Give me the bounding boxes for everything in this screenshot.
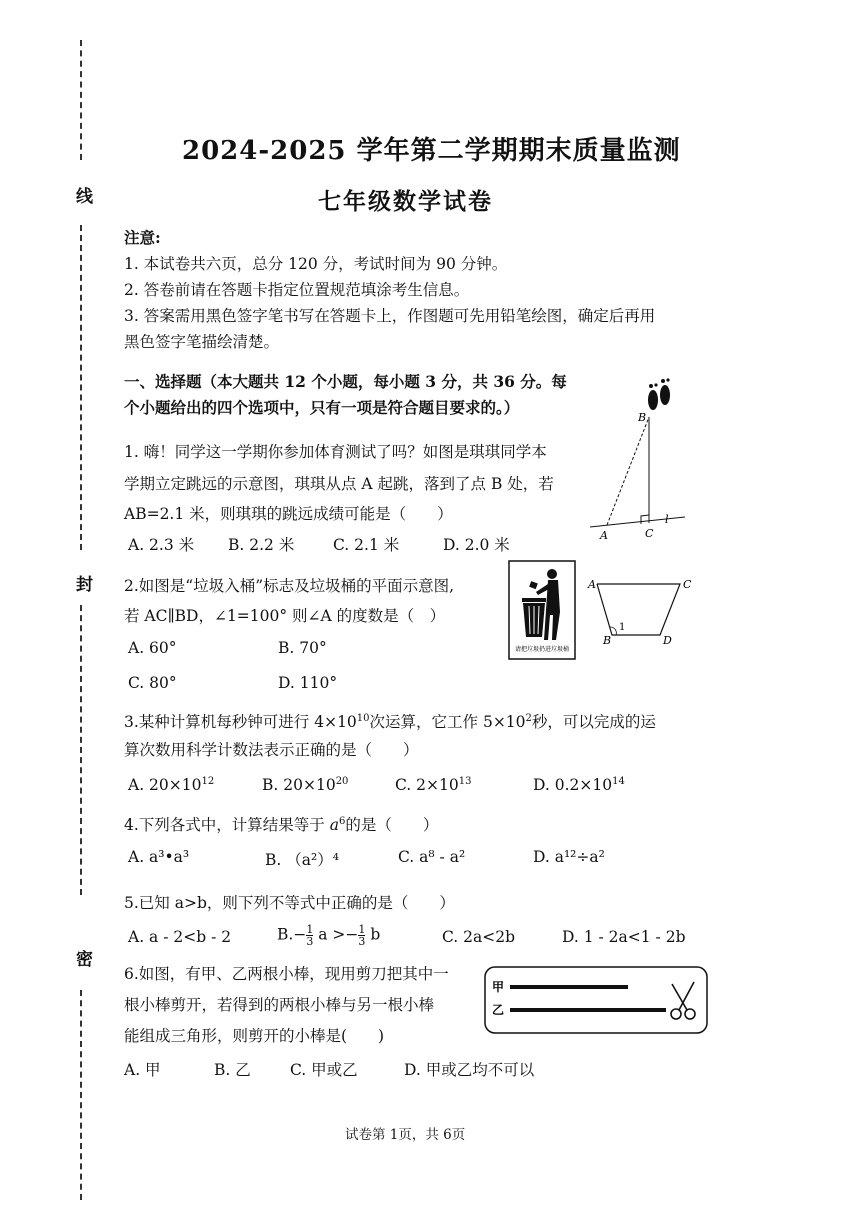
notice-item: 2. 答卷前请在答题卡指定位置规范填涂考生信息。 [124, 281, 470, 299]
notice-item: 黑色签字笔描绘清楚。 [124, 333, 280, 351]
q6-option-a: A. 甲 [124, 1061, 161, 1079]
q3-stem: 算次数用科学计数法表示正确的是（ ） [124, 741, 419, 759]
stick-label-yi: 乙 [492, 1003, 505, 1017]
exam-title: 2024-2025 学年第二学期期末质量监测 [182, 136, 681, 166]
notice-item: 1. 本试卷共六页，总分 120 分，考试时间为 90 分钟。 [124, 255, 508, 273]
trash-sign-figure [508, 560, 576, 660]
q2-option-a: A. 60° [128, 639, 177, 657]
binding-line [80, 990, 82, 1200]
binding-mark-xian: 线 [76, 187, 93, 207]
q5-option-a: A. a - 2<b - 2 [128, 928, 232, 946]
q2-label-angle1: 1 [619, 622, 626, 633]
q2-label-d: D [663, 634, 672, 647]
q3-option-b: B. $20\times 10^{20}$ [262, 776, 349, 795]
fraction-one-third: $\frac{1}{3}$ [358, 923, 366, 948]
q2-label-c: C [683, 578, 692, 591]
q1-label-a: A [600, 529, 608, 542]
q4-stem: 4.下列各式中，计算结果等于 $a^6$的是（ ） [124, 815, 439, 834]
q2-stem: 2.如图是“垃圾入桶”标志及垃圾桶的平面示意图, [124, 577, 455, 595]
q4-option-b: B. （a²）⁴ [265, 851, 339, 869]
q2-option-c: C. 80° [128, 674, 177, 692]
stick-jia [510, 985, 628, 989]
binding-line [80, 225, 82, 550]
q5-stem: 5.已知 a>b，则下列不等式中正确的是（ ） [124, 894, 455, 912]
q6-option-c: C. 甲或乙 [290, 1061, 358, 1079]
notice-heading: 注意: [124, 228, 161, 247]
page-footer: 试卷第 1页，共 6页 [345, 1127, 466, 1143]
q4-option-a: A. a³•a³ [128, 848, 190, 866]
q1-stem: 学期立定跳远的示意图，琪琪从点 A 起跳，落到了点 B 处，若 [124, 475, 554, 493]
q6-stem: 能组成三角形，则剪开的小棒是( ) [124, 1027, 385, 1045]
q2-stem: 若 AC∥BD，∠1=100° 则∠A 的度数是（ ） [124, 607, 446, 625]
footprint-icon [648, 378, 670, 410]
q3-option-a: A. $20\times 10^{12}$ [128, 776, 215, 795]
q2-label-b: B [603, 634, 612, 647]
q1-option-b: B. 2.2 米 [228, 536, 295, 554]
notice-item: 3. 答案需用黑色签字笔书写在答题卡上，作图题可先用铅笔绘图，确定后再用 [124, 307, 656, 325]
q6-option-b: B. 乙 [214, 1061, 251, 1079]
q5-option-d: D. 1 - 2a<1 - 2b [562, 928, 686, 946]
fraction-one-third: $\frac{1}{3}$ [306, 923, 314, 948]
q2-label-a: A [588, 578, 596, 591]
trash-bin-diagram [585, 572, 700, 647]
section-heading-cont: 个小题给出的四个选项中，只有一项是符合题目要求的。） [124, 398, 520, 417]
q1-label-b: B [638, 411, 647, 424]
binding-line [80, 605, 82, 895]
sticks-figure [484, 966, 708, 1034]
q2-option-b: B. 70° [278, 639, 327, 657]
section-heading: 一、选择题（本大题共 12 个小题，每小题 3 分，共 36 分。每 [124, 372, 567, 391]
q1-label-l: l [665, 513, 669, 526]
q1-label-c: C [645, 527, 654, 540]
q4-option-d: D. a¹²÷a² [533, 848, 605, 866]
stick-label-jia: 甲 [492, 980, 505, 994]
q6-option-d: D. 甲或乙均不可以 [404, 1061, 535, 1079]
q2-option-d: D. 110° [278, 674, 338, 692]
exam-subtitle: 七年级数学试卷 [318, 188, 493, 215]
q3-stem: 3.某种计算机每秒钟可进行 $4\times 10^{10}$次运算，它工作 $5\times 10^2$秒，可以完成的运 [124, 712, 656, 731]
trash-sign-text: 请把垃圾扔进垃圾桶 [514, 646, 570, 653]
q4-option-c: C. a⁸ - a² [398, 848, 466, 866]
q1-option-c: C. 2.1 米 [333, 536, 400, 554]
binding-mark-mi: 密 [76, 950, 93, 970]
q5-option-c: C. 2a<2b [442, 928, 516, 946]
q3-option-d: D. $0.2\times 10^{14}$ [533, 776, 625, 795]
binding-line [80, 40, 82, 160]
q6-stem: 6.如图，有甲、乙两根小棒，现用剪刀把其中一 [124, 965, 449, 983]
q1-option-d: D. 2.0 米 [443, 536, 510, 554]
q1-option-a: A. 2.3 米 [128, 536, 195, 554]
binding-mark-feng: 封 [76, 575, 93, 595]
q5-option-b: B.− $\frac{1}{3}$ a >− $\frac{1}{3}$ b [277, 923, 381, 948]
q6-stem: 根小棒剪开，若得到的两根小棒与另一根小棒 [124, 996, 435, 1014]
q3-option-c: C. $2\times 10^{13}$ [395, 776, 472, 795]
long-jump-figure [585, 375, 695, 545]
q1-stem: AB=2.1 米，则琪琪的跳远成绩可能是（ ） [124, 505, 453, 523]
stick-yi [510, 1008, 666, 1012]
q1-stem: 1. 嗨！同学这一学期你参加体育测试了吗？如图是琪琪同学本 [124, 443, 547, 461]
